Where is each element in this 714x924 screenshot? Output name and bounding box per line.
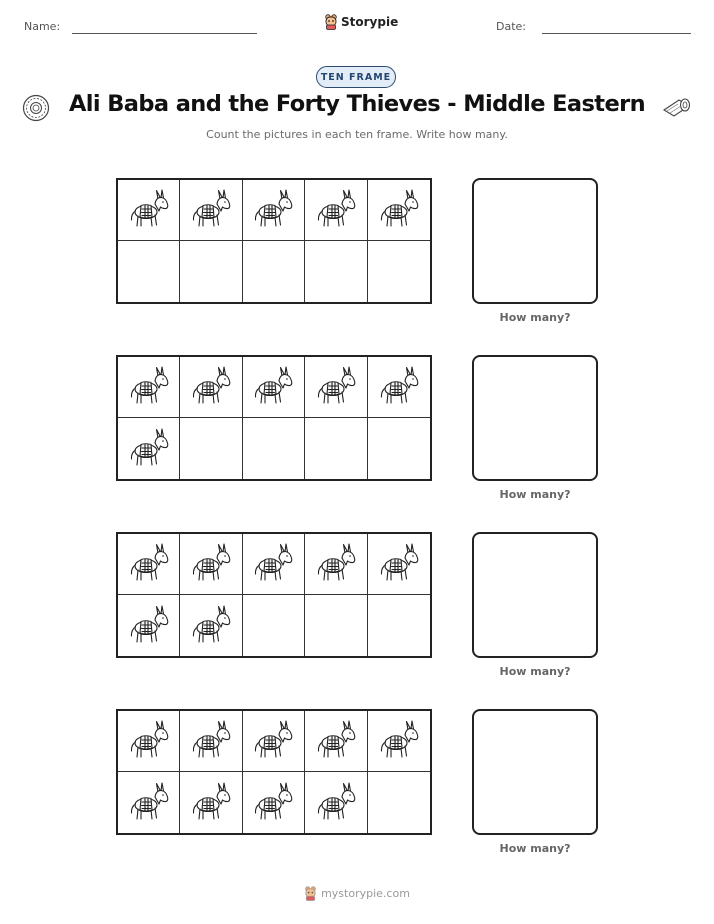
ten-frame-cell <box>180 418 242 479</box>
name-label: Name: <box>24 20 61 33</box>
donkey-icon <box>189 365 233 409</box>
scroll-icon <box>661 96 693 120</box>
donkey-icon <box>251 188 295 232</box>
ten-frame-cell <box>180 241 242 302</box>
donkey-icon <box>189 604 233 648</box>
ten-frame-cell <box>305 180 367 241</box>
donkey-icon <box>251 781 295 825</box>
donkey-icon <box>127 188 171 232</box>
ten-frame-cell <box>305 772 367 833</box>
ten-frame-cell <box>368 357 430 418</box>
answer-box-4[interactable] <box>472 709 598 835</box>
ten-frame-cell <box>118 357 180 418</box>
ten-frame-cell <box>180 534 242 595</box>
ten-frame-cell <box>118 595 180 656</box>
donkey-icon <box>127 781 171 825</box>
how-many-label-2: How many? <box>499 488 571 501</box>
ten-frame-cell <box>118 772 180 833</box>
donkey-icon <box>377 188 421 232</box>
brand-logo <box>324 14 398 30</box>
footer-url: mystorypie.com <box>321 887 410 900</box>
ten-frame-cell <box>305 418 367 479</box>
brand-name: Storypie <box>341 15 399 29</box>
ten-frame-cell <box>305 357 367 418</box>
ten-frame-cell <box>243 241 305 302</box>
ten-frame-cell <box>368 772 430 833</box>
how-many-label-3: How many? <box>499 665 571 678</box>
donkey-icon <box>127 365 171 409</box>
ten-frame-cell <box>180 180 242 241</box>
donkey-icon <box>377 719 421 763</box>
footer <box>0 886 714 901</box>
donkey-icon <box>251 365 295 409</box>
ten-frame-cell <box>368 180 430 241</box>
donkey-icon <box>251 719 295 763</box>
donkey-icon <box>314 542 358 586</box>
ten-frame-cell <box>368 418 430 479</box>
donkey-icon <box>189 188 233 232</box>
donkey-icon <box>314 781 358 825</box>
ten-frame-cell <box>118 241 180 302</box>
ten-frame-4 <box>116 709 432 835</box>
date-line[interactable] <box>542 33 691 34</box>
ten-frame-cell <box>305 711 367 772</box>
ten-frame-cell <box>243 418 305 479</box>
ten-frame-cell <box>243 772 305 833</box>
ten-frame-cell <box>243 595 305 656</box>
ten-frame-cell <box>368 241 430 302</box>
ten-frame-cell <box>243 711 305 772</box>
answer-box-3[interactable] <box>472 532 598 658</box>
ten-frame-3 <box>116 532 432 658</box>
ten-frame-cell <box>368 534 430 595</box>
ten-frame-cell <box>243 357 305 418</box>
donkey-icon <box>314 719 358 763</box>
how-many-label-4: How many? <box>499 842 571 855</box>
worksheet-title: Ali Baba and the Forty Thieves - Middle Eastern <box>68 91 646 117</box>
donkey-icon <box>314 188 358 232</box>
donkey-icon <box>377 365 421 409</box>
ten-frame-cell <box>180 357 242 418</box>
date-label: Date: <box>496 20 526 33</box>
storypie-mascot-icon <box>324 14 338 30</box>
ten-frame-cell <box>305 241 367 302</box>
ten-frame-cell <box>305 595 367 656</box>
donkey-icon <box>189 719 233 763</box>
donkey-icon <box>189 542 233 586</box>
ten-frame-cell <box>243 180 305 241</box>
ten-frame-cell <box>180 772 242 833</box>
donkey-icon <box>127 719 171 763</box>
donkey-icon <box>127 542 171 586</box>
answer-box-1[interactable] <box>472 178 598 304</box>
ten-frame-1 <box>116 178 432 304</box>
ten-frame-2 <box>116 355 432 481</box>
ten-frame-cell <box>305 534 367 595</box>
storypie-mascot-icon <box>304 886 317 901</box>
worksheet-type-badge: TEN FRAME <box>316 66 396 88</box>
ten-frame-cell <box>180 711 242 772</box>
answer-box-2[interactable] <box>472 355 598 481</box>
name-line[interactable] <box>72 33 257 34</box>
ten-frame-cell <box>118 418 180 479</box>
donkey-icon <box>127 427 171 471</box>
donkey-icon <box>127 604 171 648</box>
ten-frame-cell <box>180 595 242 656</box>
ten-frame-cell <box>118 534 180 595</box>
ten-frame-cell <box>243 534 305 595</box>
instructions: Count the pictures in each ten frame. Write how many. <box>206 128 508 141</box>
donkey-icon <box>314 365 358 409</box>
ten-frame-cell <box>118 711 180 772</box>
donkey-icon <box>189 781 233 825</box>
ten-frame-cell <box>118 180 180 241</box>
ten-frame-cell <box>368 595 430 656</box>
donkey-icon <box>377 542 421 586</box>
ten-frame-cell <box>368 711 430 772</box>
how-many-label-1: How many? <box>499 311 571 324</box>
donkey-icon <box>251 542 295 586</box>
